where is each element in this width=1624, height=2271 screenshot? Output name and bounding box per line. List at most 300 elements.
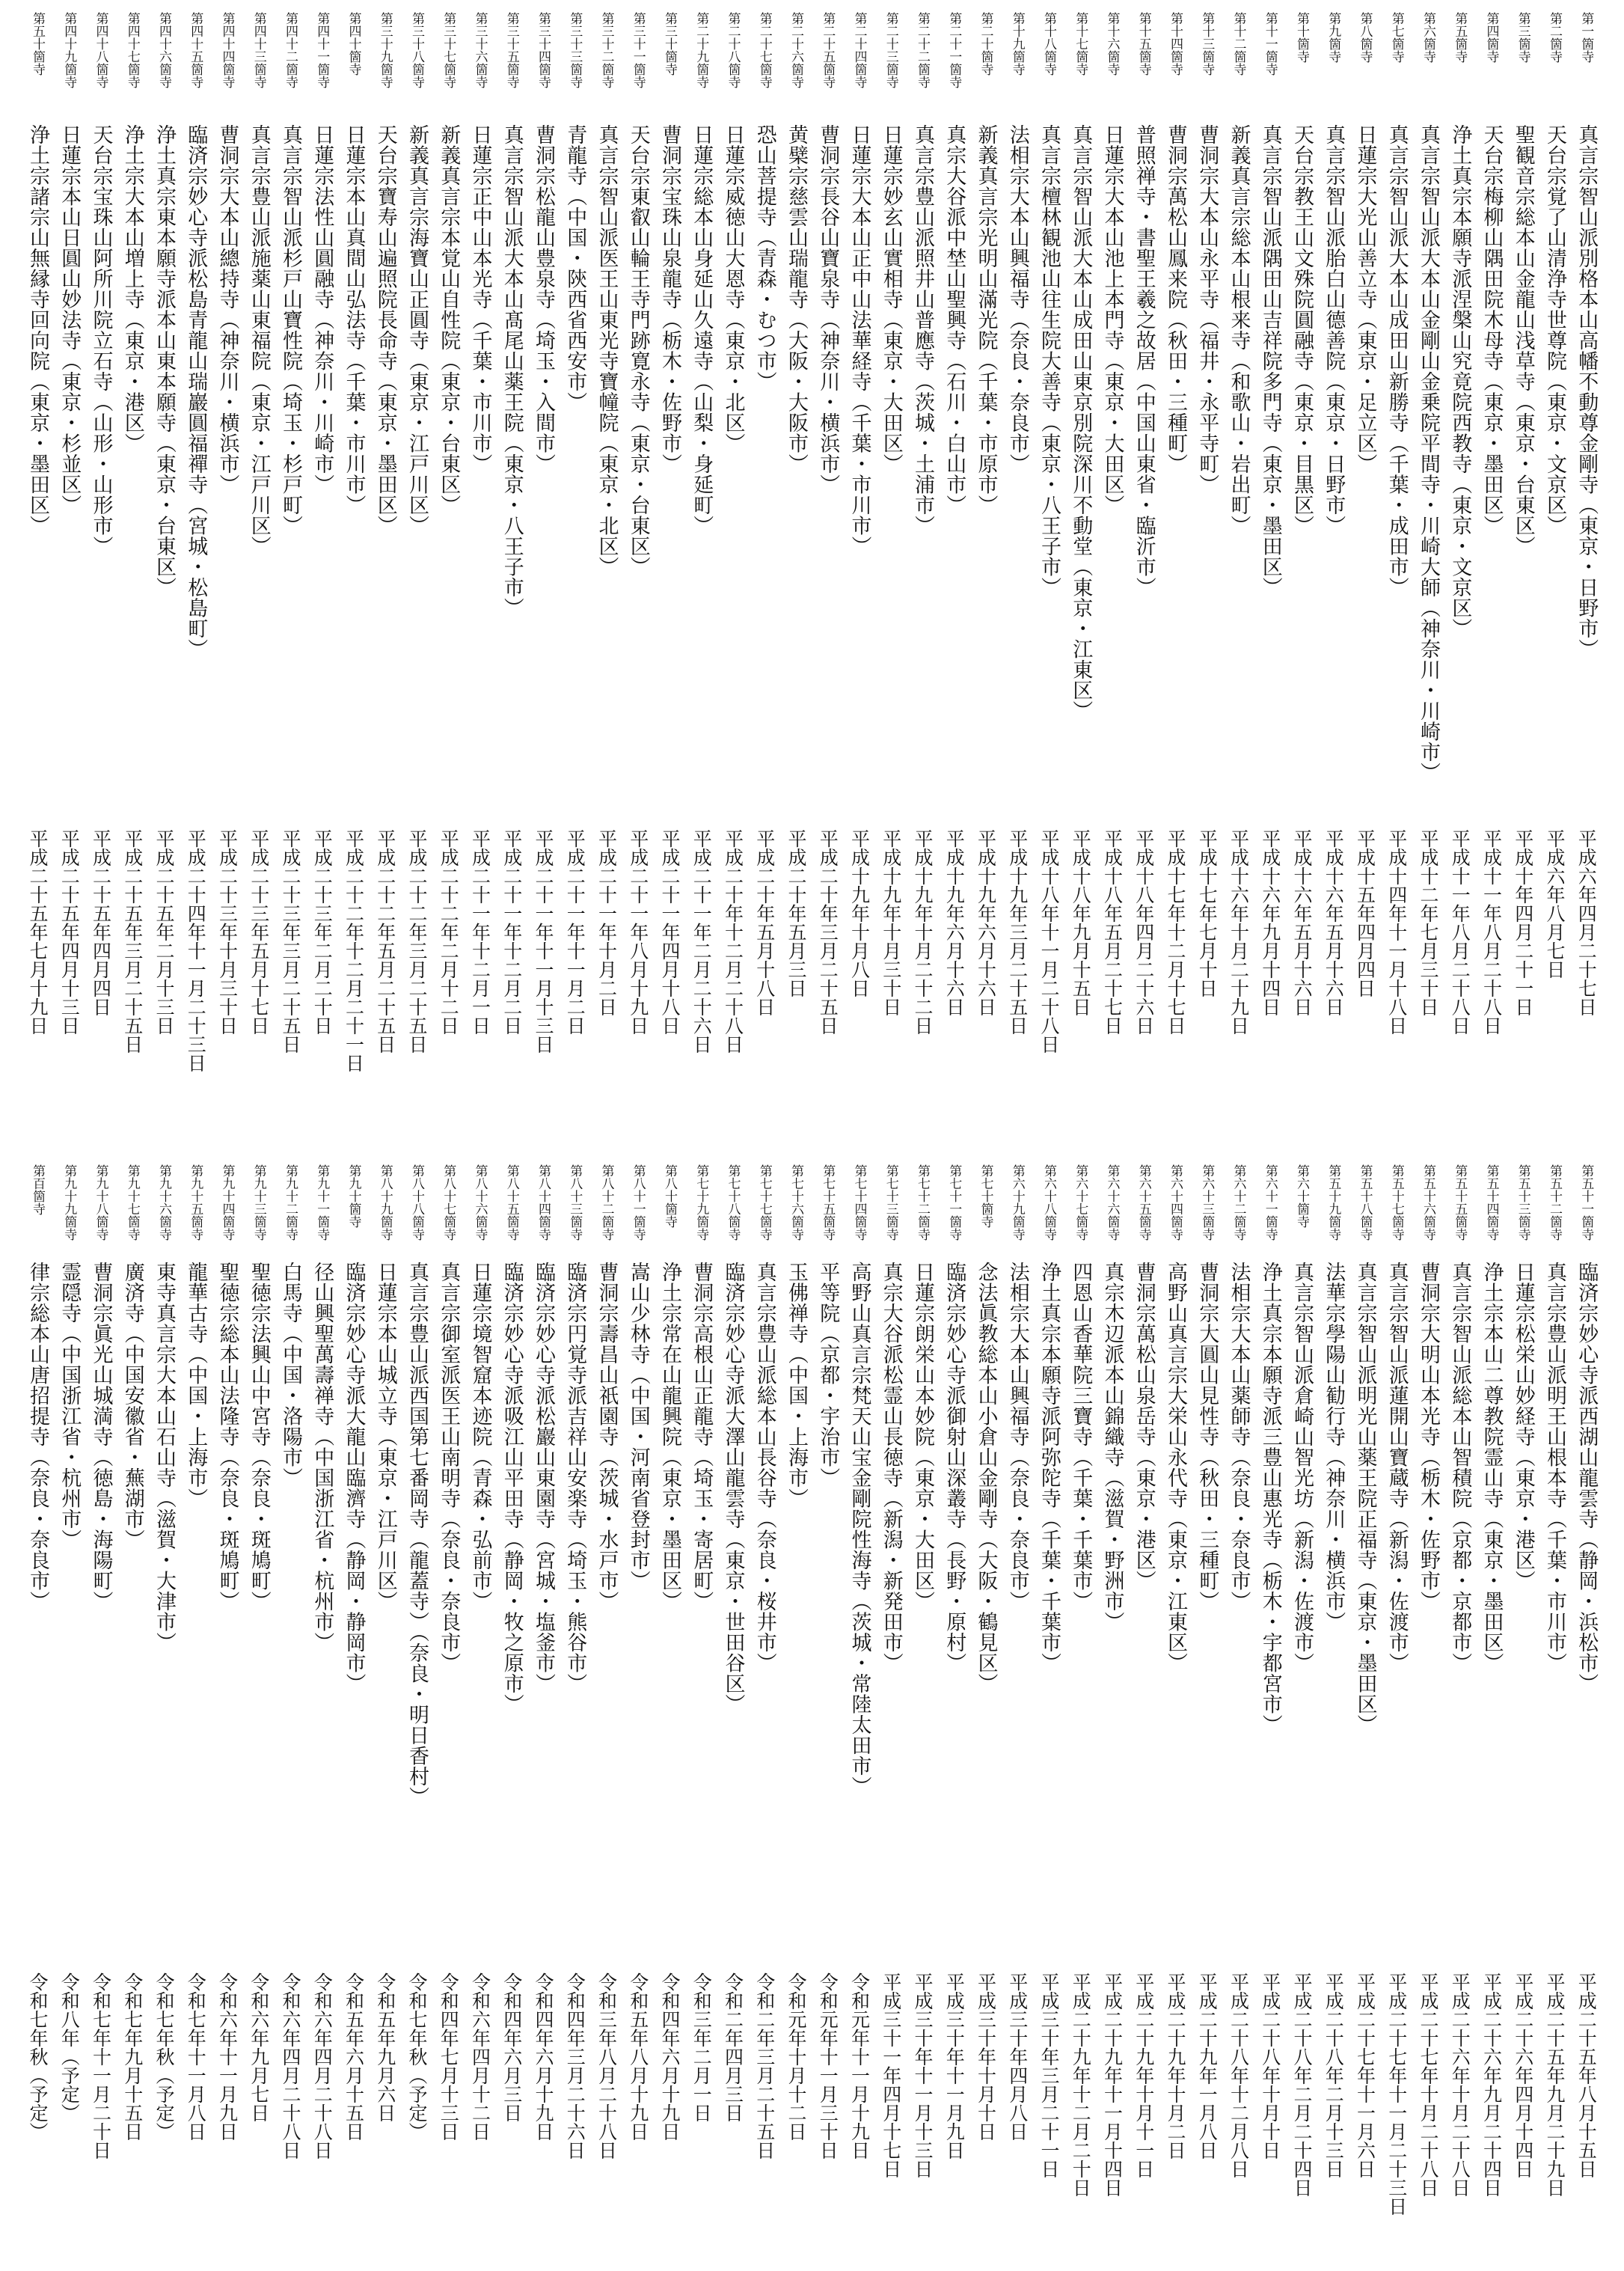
temple-entry bbox=[1318, 1164, 1348, 2264]
temple-name: 真言宗智山派総本山智積院（京都・京都市） bbox=[1448, 1262, 1472, 1673]
temple-name: 浄土真宗本願寺派涅槃山究竟院西教寺（東京・文京区） bbox=[1448, 124, 1472, 639]
temple-number: 第八十四箇寺 bbox=[536, 1164, 551, 1241]
temple-entry bbox=[971, 1164, 1001, 2264]
temple-number: 第十二箇寺 bbox=[1231, 12, 1246, 76]
visit-date: 平成二十九年十一月十四日 bbox=[1101, 1972, 1124, 2197]
temple-entry bbox=[1477, 12, 1507, 1127]
temple-number: 第五十五箇寺 bbox=[1452, 1164, 1468, 1241]
temple-number: 第九十八箇寺 bbox=[93, 1164, 108, 1241]
temple-name: 浄土宗本山二尊教院霊山寺（東京・墨田区） bbox=[1480, 1262, 1504, 1673]
temple-number: 第六十箇寺 bbox=[1294, 1164, 1309, 1228]
temple-number: 第十九箇寺 bbox=[1009, 12, 1025, 76]
visit-date: 令和七年秋（予定） bbox=[153, 1972, 175, 2141]
temple-name: 東寺真言宗大本山石山寺（滋賀・大津市） bbox=[153, 1262, 176, 1653]
temple-entry bbox=[465, 1164, 495, 2264]
temple-name: 霊隠寺（中国浙江省・杭州市） bbox=[58, 1262, 82, 1550]
visit-date: 平成二十六年十月二十八日 bbox=[1449, 1972, 1471, 2197]
temple-number: 第四十五箇寺 bbox=[188, 12, 203, 88]
visit-date: 平成二十六年九月二十四日 bbox=[1480, 1972, 1503, 2197]
visit-date: 平成十一年八月二十八日 bbox=[1480, 829, 1503, 1035]
visit-date: 令和六年十一月九日 bbox=[216, 1972, 239, 2141]
temple-entry bbox=[117, 1164, 147, 2264]
temple-entry bbox=[750, 12, 779, 1127]
visit-date: 平成十九年十月二十二日 bbox=[912, 829, 934, 1035]
temple-entry bbox=[1287, 12, 1317, 1127]
temple-number: 第十箇寺 bbox=[1294, 12, 1309, 63]
visit-date: 平成二十一年十二月二日 bbox=[500, 829, 523, 1035]
temple-name: 真言宗智山派大本山成田山新勝寺（千葉・成田市） bbox=[1385, 124, 1409, 598]
temple-entry bbox=[86, 12, 116, 1127]
temple-number: 第六十五箇寺 bbox=[1136, 1164, 1151, 1241]
visit-date: 平成二十一年十一月十三日 bbox=[533, 829, 554, 1054]
temple-entry bbox=[1539, 1164, 1569, 2264]
temple-entry bbox=[623, 12, 653, 1127]
temple-name: 浄土宗常在山龍興院（東京・墨田区） bbox=[658, 1262, 681, 1612]
temple-entry bbox=[339, 1164, 369, 2264]
temple-entry bbox=[560, 12, 589, 1127]
temple-entry bbox=[54, 1164, 84, 2264]
visit-date: 令和七年秋（予定） bbox=[27, 1972, 49, 2141]
temple-entry bbox=[1287, 1164, 1317, 2264]
temple-name: 曹洞宗大本山總持寺（神奈川・横浜市） bbox=[215, 124, 239, 495]
temple-name: 高野山真言宗梵天山宝金剛院性海寺（茨城・常陸太田市） bbox=[848, 1262, 871, 1797]
temple-entry bbox=[939, 12, 969, 1127]
temple-entry bbox=[180, 1164, 210, 2264]
visit-date: 平成三十年十一月九日 bbox=[943, 1972, 966, 2160]
temple-number: 第二箇寺 bbox=[1547, 12, 1562, 63]
temple-name: 真言宗智山派隅田山吉祥院多門寺（東京・墨田区） bbox=[1258, 124, 1282, 598]
temple-entry bbox=[1065, 1164, 1095, 2264]
temple-name: 日蓮宗大光山善立寺（東京・足立区） bbox=[1353, 124, 1377, 474]
temple-name: 天台宗宝珠山阿所川院立石寺（山形・山形市） bbox=[89, 124, 113, 557]
temple-name: 臨済宗円覚寺派吉祥山安楽寺（埼玉・熊谷市） bbox=[563, 1262, 587, 1694]
temple-name: 曹洞宗長谷山寶泉寺（神奈川・横浜市） bbox=[816, 124, 840, 495]
temple-number: 第六箇寺 bbox=[1421, 12, 1435, 63]
visit-date: 平成二十五年二月十三日 bbox=[153, 829, 175, 1035]
visit-date: 平成二十七年十一月二十三日 bbox=[1385, 1972, 1408, 2216]
temple-entry bbox=[212, 12, 242, 1127]
temple-entry bbox=[244, 12, 274, 1127]
temple-name: 天台宗梅柳山隅田院木母寺（東京・墨田区） bbox=[1480, 124, 1504, 536]
temple-entry bbox=[812, 1164, 842, 2264]
temple-entry bbox=[1350, 1164, 1380, 2264]
visit-date: 平成十五年四月四日 bbox=[1354, 829, 1376, 997]
visit-date: 平成二十八年二月二十四日 bbox=[1291, 1972, 1313, 2197]
temple-entry bbox=[1002, 1164, 1032, 2264]
temple-number: 第八十三箇寺 bbox=[567, 1164, 583, 1241]
temple-name: 律宗総本山唐招提寺（奈良・奈良市） bbox=[26, 1262, 49, 1612]
temple-number: 第七箇寺 bbox=[1388, 12, 1404, 63]
temple-name: 日蓮宗威徳山大恩寺（東京・北区） bbox=[721, 124, 745, 453]
temple-name: 真宗木辺派本山錦織寺（滋賀・野洲市） bbox=[1100, 1262, 1124, 1632]
visit-date: 平成二十一年八月十九日 bbox=[627, 829, 649, 1035]
temple-name: 日蓮宗本山日圓山妙法寺（東京・杉並区） bbox=[58, 124, 82, 516]
temple-number: 第六十六箇寺 bbox=[1104, 1164, 1120, 1241]
visit-date: 令和五年八月十九日 bbox=[627, 1972, 649, 2141]
visit-date: 令和二年三月二十五日 bbox=[753, 1972, 776, 2160]
temple-entry bbox=[1129, 1164, 1159, 2264]
visit-date: 平成二十七年十月二十八日 bbox=[1418, 1972, 1439, 2197]
temple-number: 第三十八箇寺 bbox=[409, 12, 424, 88]
temple-entry bbox=[1034, 1164, 1064, 2264]
temple-entry bbox=[149, 12, 179, 1127]
temple-name: 真言宗智山派大本山金剛山金乗院平間寺・川崎大師（神奈川・川崎市） bbox=[1417, 124, 1440, 783]
temple-number: 第十六箇寺 bbox=[1104, 12, 1120, 76]
visit-date: 令和元年十月十二日 bbox=[785, 1972, 807, 2141]
temple-entry bbox=[86, 1164, 116, 2264]
temple-entry bbox=[876, 12, 906, 1127]
visit-date: 平成二十九年十月十一日 bbox=[1133, 1972, 1155, 2178]
temple-name: 臨済宗妙心寺派大龍山臨濟寺（静岡・静岡市） bbox=[342, 1262, 366, 1694]
visit-date: 平成三十一年四月十七日 bbox=[880, 1972, 902, 2178]
temple-number: 第三十九箇寺 bbox=[377, 12, 393, 88]
visit-date: 平成十六年九月十四日 bbox=[1259, 829, 1281, 1016]
temple-name: 真言宗豊山派西国第七番岡寺（龍蓋寺）（奈良・明日香村） bbox=[405, 1262, 429, 1807]
visit-date: 令和二年四月三日 bbox=[722, 1972, 744, 2122]
temple-name: 青龍寺（中国・陝西省西安市） bbox=[563, 124, 587, 412]
temple-name: 日蓮宗松栄山妙経寺（東京・港区） bbox=[1511, 1262, 1535, 1591]
visit-date: 平成二十九年十二月二十日 bbox=[1070, 1972, 1092, 2197]
visit-date: 令和四年七月十三日 bbox=[438, 1972, 460, 2141]
visit-date: 令和三年二月一日 bbox=[690, 1972, 713, 2122]
temple-name: 臨済宗妙心寺派松巖山東園寺（宮城・塩釜市） bbox=[532, 1262, 555, 1694]
temple-entry bbox=[275, 1164, 305, 2264]
temple-entry bbox=[971, 12, 1001, 1127]
visit-date: 平成二十五年四月四日 bbox=[90, 829, 112, 1016]
visit-date: 平成十八年九月十五日 bbox=[1070, 829, 1092, 1016]
temple-entry bbox=[402, 1164, 432, 2264]
temple-entry bbox=[1318, 12, 1348, 1127]
temple-number: 第六十一箇寺 bbox=[1262, 1164, 1278, 1241]
temple-name: 曹洞宗萬松山鳳来院（秋田・三種町） bbox=[1164, 124, 1187, 474]
visit-date: 平成十六年十月二十九日 bbox=[1228, 829, 1250, 1035]
temple-entry bbox=[180, 12, 210, 1127]
temple-number: 第六十九箇寺 bbox=[1009, 1164, 1025, 1241]
visit-date: 平成三十年十月十日 bbox=[975, 1972, 997, 2141]
temple-entry bbox=[686, 1164, 716, 2264]
temple-name: 日蓮宗境智窟本迹院（青森・弘前市） bbox=[468, 1262, 492, 1612]
temple-name: 黄檗宗慈雲山瑞龍寺（大阪・大阪市） bbox=[785, 124, 808, 474]
temple-name: 新義真言宗本覚山自性院（東京・台東区） bbox=[437, 124, 461, 516]
temple-number: 第十七箇寺 bbox=[1073, 12, 1088, 76]
temple-name: 日蓮宗大本山正中山法華経寺（千葉・市川市） bbox=[848, 124, 871, 557]
temple-entry bbox=[845, 1164, 874, 2264]
temple-name: 曹洞宗高根山正龍寺（埼玉・寄居町） bbox=[690, 1262, 714, 1612]
visit-date: 平成六年八月七日 bbox=[1544, 829, 1566, 979]
temple-number: 第七十二箇寺 bbox=[915, 1164, 930, 1241]
temple-name: 普照禅寺・書聖王羲之故居（中国山東省・臨沂市） bbox=[1132, 124, 1156, 598]
visit-date: 令和元年十一月十九日 bbox=[848, 1972, 871, 2160]
temple-number: 第九十二箇寺 bbox=[283, 1164, 298, 1241]
temple-entry bbox=[939, 1164, 969, 2264]
visit-date: 平成十二年七月三十日 bbox=[1418, 829, 1439, 1016]
temple-entry bbox=[1192, 12, 1222, 1127]
visit-date: 平成二十八年十月十日 bbox=[1259, 1972, 1281, 2160]
temple-name: 真言宗智山派倉崎山智光坊（新潟・佐渡市） bbox=[1290, 1262, 1314, 1673]
temple-number: 第五十七箇寺 bbox=[1388, 1164, 1404, 1241]
temple-number: 第九十九箇寺 bbox=[61, 1164, 77, 1241]
visit-date: 平成二十年五月十八日 bbox=[753, 829, 776, 1016]
temple-name: 真言宗檀林観池山往生院大善寺（東京・八王子市） bbox=[1038, 124, 1061, 598]
temple-name: 曹洞宗大明山本光寺（栃木・佐野市） bbox=[1417, 1262, 1440, 1612]
visit-date: 令和四年三月二十六日 bbox=[564, 1972, 586, 2160]
temple-entry bbox=[244, 1164, 274, 2264]
visit-date: 平成二十年五月三日 bbox=[785, 829, 807, 997]
visit-date: 平成二十二年五月二十五日 bbox=[374, 829, 396, 1054]
temple-number: 第二十四箇寺 bbox=[851, 12, 867, 88]
top-half bbox=[22, 12, 1602, 1127]
visit-date: 平成二十九年一月八日 bbox=[1196, 1972, 1219, 2160]
temple-number: 第六十四箇寺 bbox=[1168, 1164, 1183, 1241]
temple-entry bbox=[54, 12, 84, 1127]
temple-number: 第三十六箇寺 bbox=[472, 12, 488, 88]
temple-entry bbox=[592, 12, 622, 1127]
temple-name: 新義真言宗光明山滿光院（千葉・市原市） bbox=[974, 124, 998, 516]
temple-number: 第七十八箇寺 bbox=[725, 1164, 741, 1241]
temple-number: 第八十一箇寺 bbox=[630, 1164, 646, 1241]
bottom-half bbox=[22, 1164, 1602, 2264]
temple-entry bbox=[1477, 1164, 1507, 2264]
temple-name: 龍華古寺（中国・上海市） bbox=[184, 1262, 208, 1509]
temple-number: 第九十五箇寺 bbox=[188, 1164, 203, 1241]
temple-name: 真言宗智山派蓮開山寶蔵寺（新潟・佐渡市） bbox=[1385, 1262, 1409, 1673]
temple-number: 第八十七箇寺 bbox=[441, 1164, 456, 1241]
temple-name: 真言宗智山派医王山東光寺寶幢院（東京・北区） bbox=[595, 124, 619, 577]
visit-date: 平成二十八年二月十三日 bbox=[1323, 1972, 1345, 2178]
temple-entry bbox=[528, 12, 558, 1127]
temple-number: 第五十箇寺 bbox=[30, 12, 45, 76]
temple-name: 浄土宗諸宗山無縁寺回向院（東京・墨田区） bbox=[26, 124, 49, 536]
temple-number: 第二十三箇寺 bbox=[883, 12, 898, 88]
visit-date: 平成二十六年四月十四日 bbox=[1512, 1972, 1534, 2178]
temple-number: 第四十三箇寺 bbox=[251, 12, 266, 88]
temple-name: 天台宗東叡山輪王寺門跡寛永寺（東京・台東区） bbox=[626, 124, 650, 577]
temple-number: 第二十九箇寺 bbox=[693, 12, 709, 88]
visit-date: 平成十八年十一月二十八日 bbox=[1038, 829, 1060, 1054]
visit-date: 平成二十三年十月三十日 bbox=[216, 829, 239, 1035]
temple-name: 天台宗覚了山清浄寺世尊院（東京・文京区） bbox=[1543, 124, 1566, 536]
temple-number: 第四十二箇寺 bbox=[283, 12, 298, 88]
temple-entry bbox=[1571, 1164, 1601, 2264]
temple-entry bbox=[876, 1164, 906, 2264]
temple-number: 第三箇寺 bbox=[1515, 12, 1530, 63]
temple-entry bbox=[339, 12, 369, 1127]
visit-date: 令和四年六月十九日 bbox=[533, 1972, 554, 2141]
temple-number: 第九十六箇寺 bbox=[156, 1164, 171, 1241]
temple-number: 第三十箇寺 bbox=[662, 12, 677, 76]
visit-date: 令和三年八月二十八日 bbox=[595, 1972, 618, 2160]
temple-number: 第十五箇寺 bbox=[1136, 12, 1151, 76]
visit-date: 平成二十一年十月二日 bbox=[595, 829, 618, 1016]
temple-number: 第六十八箇寺 bbox=[1041, 1164, 1056, 1241]
temple-name: 新義真言宗総本山根来寺（和歌山・岩出町） bbox=[1227, 124, 1251, 536]
visit-date: 平成三十年十一月十三日 bbox=[912, 1972, 934, 2178]
temple-entry bbox=[307, 1164, 337, 2264]
temple-name: 念法眞教総本山小倉山金剛寺（大阪・鶴見区） bbox=[974, 1262, 998, 1694]
temple-number: 第五十九箇寺 bbox=[1326, 1164, 1341, 1241]
temple-number: 第八十二箇寺 bbox=[598, 1164, 614, 1241]
temple-entry bbox=[402, 12, 432, 1127]
temple-entry bbox=[528, 1164, 558, 2264]
temple-name: 浄土宗大本山増上寺（東京・港区） bbox=[120, 124, 144, 453]
temple-number: 第二十一箇寺 bbox=[946, 12, 962, 88]
temple-entry bbox=[1097, 1164, 1127, 2264]
temple-name: 曹洞宗眞光山城満寺（徳島・海陽町） bbox=[89, 1262, 113, 1612]
temple-number: 第七十一箇寺 bbox=[946, 1164, 962, 1241]
visit-date: 令和六年四月二十八日 bbox=[311, 1972, 334, 2160]
visit-date: 令和八年（予定） bbox=[58, 1972, 81, 2122]
temple-name: 恐山菩提寺（青森・むつ市） bbox=[753, 124, 776, 392]
visit-date: 平成二十三年五月十七日 bbox=[248, 829, 270, 1035]
visit-date: 平成十六年五月十六日 bbox=[1323, 829, 1345, 1016]
temple-name: 日蓮宗妙玄山實相寺（東京・大田区） bbox=[879, 124, 903, 474]
visit-date: 平成二十八年十二月八日 bbox=[1228, 1972, 1250, 2178]
temple-name: 曹洞宗萬松山泉岳寺（東京・港区） bbox=[1132, 1262, 1156, 1591]
visit-date: 平成二十五年四月十三日 bbox=[58, 829, 81, 1035]
visit-date: 平成二十一年四月十八日 bbox=[659, 829, 681, 1035]
temple-number: 第十一箇寺 bbox=[1262, 12, 1278, 76]
visit-date: 平成十八年五月二十七日 bbox=[1101, 829, 1124, 1035]
visit-date: 平成二十三年三月二十五日 bbox=[280, 829, 301, 1054]
temple-entry bbox=[1382, 1164, 1412, 2264]
temple-entry bbox=[370, 1164, 400, 2264]
visit-date: 平成二十九年十月二日 bbox=[1165, 1972, 1186, 2160]
temple-number: 第七十九箇寺 bbox=[693, 1164, 709, 1241]
visit-date: 平成十年四月二十一日 bbox=[1512, 829, 1534, 1016]
temple-name: 臨済宗妙心寺派吸江山平田寺（静岡・牧之原市） bbox=[500, 1262, 524, 1714]
temple-number: 第十八箇寺 bbox=[1041, 12, 1056, 76]
temple-entry bbox=[149, 1164, 179, 2264]
temple-number: 第八十箇寺 bbox=[662, 1164, 677, 1228]
visit-date: 平成二十一年十二月一日 bbox=[469, 829, 491, 1035]
visit-date: 令和六年九月七日 bbox=[248, 1972, 270, 2122]
temple-name: 天台宗教王山文殊院圓融寺（東京・目黒区） bbox=[1290, 124, 1314, 536]
visit-date: 令和四年六月十九日 bbox=[659, 1972, 681, 2141]
temple-name: 廣済寺（中国安徽省・蕪湖市） bbox=[120, 1262, 144, 1550]
temple-entry bbox=[781, 1164, 811, 2264]
temple-number: 第八十九箇寺 bbox=[377, 1164, 393, 1241]
temple-number: 第七十三箇寺 bbox=[883, 1164, 898, 1241]
visit-date: 平成二十五年三月二十五日 bbox=[121, 829, 144, 1054]
temple-name: 四恩山香華院三寶寺（千葉・千葉市） bbox=[1069, 1262, 1093, 1612]
temple-number: 第五十四箇寺 bbox=[1483, 1164, 1499, 1241]
temple-number: 第八十五箇寺 bbox=[503, 1164, 519, 1241]
temple-entry bbox=[433, 1164, 463, 2264]
temple-entry bbox=[465, 12, 495, 1127]
visit-date: 平成三十年三月二十一日 bbox=[1038, 1972, 1060, 2178]
temple-entry bbox=[1350, 12, 1380, 1127]
temple-entry bbox=[845, 12, 874, 1127]
temple-number: 第七十七箇寺 bbox=[756, 1164, 772, 1241]
visit-date: 令和七年十一月二十日 bbox=[90, 1972, 112, 2160]
temple-entry bbox=[22, 1164, 52, 2264]
temple-number: 第八十八箇寺 bbox=[409, 1164, 424, 1241]
temple-name: 日蓮宗正中山本光寺（千葉・市川市） bbox=[468, 124, 492, 474]
temple-entry bbox=[655, 12, 684, 1127]
temple-entry bbox=[655, 1164, 684, 2264]
temple-entry bbox=[1224, 1164, 1254, 2264]
temple-name: 浄土真宗本願寺派三豊山惠光寺（栃木・宇都宮市） bbox=[1258, 1262, 1282, 1735]
temple-name: 嵩山少林寺（中国・河南省登封市） bbox=[626, 1262, 650, 1591]
temple-entry bbox=[307, 12, 337, 1127]
temple-name: 真言宗御室派医王山南明寺（奈良・奈良市） bbox=[437, 1262, 461, 1673]
visit-date: 令和七年十一月八日 bbox=[185, 1972, 207, 2141]
temple-entry bbox=[1255, 1164, 1285, 2264]
temple-name: 日蓮宗総本山身延山久遠寺（山梨・身延町） bbox=[690, 124, 714, 536]
temple-number: 第八十六箇寺 bbox=[472, 1164, 488, 1241]
visit-date: 令和元年十一月三十日 bbox=[817, 1972, 839, 2160]
temple-name: 真言宗豊山派明王山根本寺（千葉・市川市） bbox=[1543, 1262, 1566, 1673]
visit-date: 平成二十年三月二十五日 bbox=[817, 829, 839, 1035]
visit-date: 平成二十二年三月二十五日 bbox=[406, 829, 428, 1054]
visit-date: 平成二十一年十一月二日 bbox=[564, 829, 586, 1035]
temple-name: 臨済宗妙心寺派大澤山龍雲寺（東京・世田谷区） bbox=[721, 1262, 745, 1714]
temple-number: 第三十五箇寺 bbox=[503, 12, 519, 88]
temple-number: 第六十七箇寺 bbox=[1073, 1164, 1088, 1241]
temple-entry bbox=[1160, 12, 1190, 1127]
temple-entry bbox=[1571, 12, 1601, 1127]
visit-date: 平成十七年七月十日 bbox=[1196, 829, 1219, 997]
temple-number: 第七十六箇寺 bbox=[788, 1164, 803, 1241]
temple-number: 第五箇寺 bbox=[1452, 12, 1468, 63]
temple-entry bbox=[907, 12, 937, 1127]
temple-name: 日蓮宗法性山圓融寺（神奈川・川崎市） bbox=[310, 124, 334, 495]
visit-date: 平成二十七年十一月六日 bbox=[1354, 1972, 1376, 2178]
temple-name: 曹洞宗壽昌山祇園寺（茨城・水戸市） bbox=[595, 1262, 619, 1612]
temple-entry bbox=[1508, 12, 1538, 1127]
temple-entry bbox=[497, 12, 527, 1127]
temple-name: 臨済宗妙心寺派御射山深叢寺（長野・原村） bbox=[943, 1262, 966, 1673]
temple-number: 第四十箇寺 bbox=[346, 12, 361, 76]
temple-name: 新義真言宗海寶山正圓寺（東京・江戸川区） bbox=[405, 124, 429, 536]
temple-number: 第四箇寺 bbox=[1483, 12, 1499, 63]
temple-name: 法相宗大本山興福寺（奈良・奈良市） bbox=[1005, 1262, 1029, 1612]
temple-name: 聖徳宗総本山法隆寺（奈良・斑鳩町） bbox=[215, 1262, 239, 1612]
visit-date: 令和六年四月二十八日 bbox=[280, 1972, 301, 2160]
visit-date: 平成二十五年九月二十九日 bbox=[1544, 1972, 1566, 2197]
visit-date: 令和七年秋（予定） bbox=[406, 1972, 428, 2141]
temple-entry bbox=[750, 1164, 779, 2264]
temple-name: 真言宗智山派大本山成田山東京別院深川不動堂（東京・江東区） bbox=[1069, 124, 1093, 721]
temple-entry bbox=[497, 1164, 527, 2264]
temple-name: 真言宗智山派大本山髙尾山薬王院（東京・八王子市） bbox=[500, 124, 524, 618]
temple-entry bbox=[433, 12, 463, 1127]
temple-name: 天台宗寶寿山遍照院長命寺（東京・墨田区） bbox=[373, 124, 397, 536]
visit-date: 平成十九年六月十六日 bbox=[943, 829, 966, 1016]
temple-number: 第四十九箇寺 bbox=[61, 12, 77, 88]
temple-name: 聖観音宗総本山金龍山浅草寺（東京・台東区） bbox=[1511, 124, 1535, 557]
temple-entry bbox=[718, 12, 748, 1127]
visit-date: 平成十七年十二月十七日 bbox=[1165, 829, 1186, 1035]
temple-number: 第二十六箇寺 bbox=[788, 12, 803, 88]
temple-number: 第三十三箇寺 bbox=[567, 12, 583, 88]
temple-number: 第六十二箇寺 bbox=[1231, 1164, 1246, 1241]
temple-number: 第五十一箇寺 bbox=[1578, 1164, 1594, 1241]
temple-entry bbox=[1065, 12, 1095, 1127]
temple-name: 曹洞宗大本山永平寺（福井・永平寺町） bbox=[1195, 124, 1219, 495]
temple-entry bbox=[1382, 12, 1412, 1127]
visit-date: 平成十九年十月三十日 bbox=[880, 829, 902, 1016]
visit-date: 平成十九年六月十六日 bbox=[975, 829, 997, 1016]
temple-entry bbox=[907, 1164, 937, 2264]
temple-name: 真言宗智山派明光山薬王院正福寺（東京・墨田区） bbox=[1353, 1262, 1377, 1735]
visit-date: 平成二十年十二月二十八日 bbox=[722, 829, 744, 1054]
temple-entry bbox=[1413, 1164, 1443, 2264]
temple-number: 第九十箇寺 bbox=[346, 1164, 361, 1228]
temple-name: 浄土真宗本願寺派阿弥陀寺（千葉・千葉市） bbox=[1038, 1262, 1061, 1673]
visit-date: 平成六年四月二十七日 bbox=[1575, 829, 1598, 1016]
temple-entry bbox=[1508, 1164, 1538, 2264]
